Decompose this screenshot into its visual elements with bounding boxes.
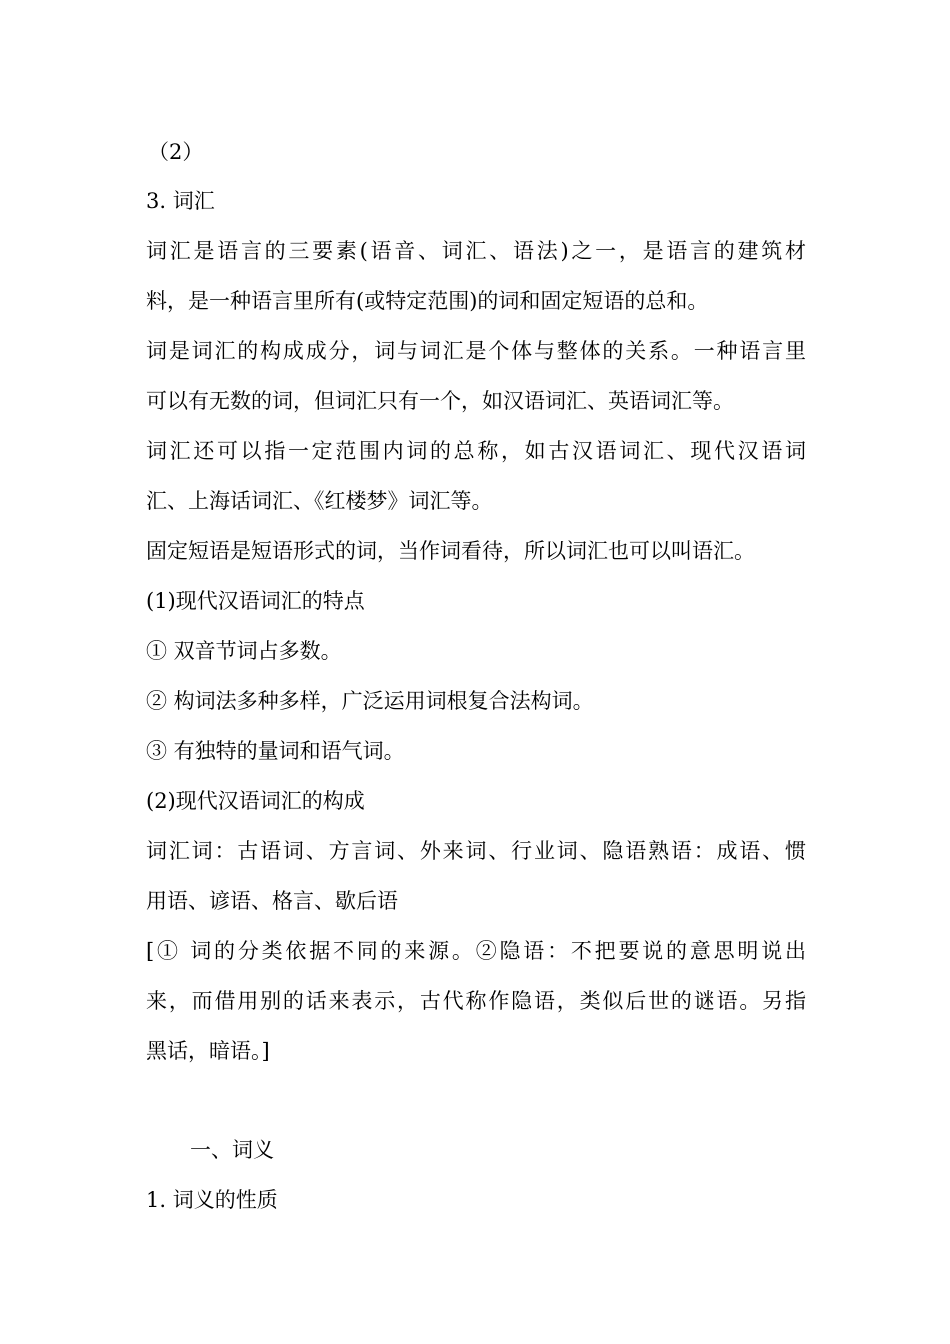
section-heading-vocabulary: 3. 词汇 <box>146 189 215 213</box>
note-line: [① 词的分类依据不同的来源。②隐语：不把要说的意思明说出 <box>146 939 806 963</box>
section-heading-word-meaning: 一、词义 <box>190 1138 274 1162</box>
note-line: 黑话，暗语。] <box>146 1039 270 1063</box>
paragraph-line: 可以有无数的词，但词汇只有一个，如汉语词汇、英语词汇等。 <box>146 389 734 413</box>
note-line: 来，而借用别的话来表示，古代称作隐语，类似后世的谜语。另指 <box>146 989 806 1013</box>
line-item-number: （2） <box>148 140 204 164</box>
paragraph-line: 词汇词：古语词、方言词、外来词、行业词、隐语熟语：成语、惯 <box>146 839 806 863</box>
subheading-composition: (2)现代汉语词汇的构成 <box>146 789 365 813</box>
paragraph-line: 汇、上海话词汇、《红楼梦》词汇等。 <box>146 489 493 513</box>
list-item: ② 构词法多种多样，广泛运用词根复合法构词。 <box>146 689 594 713</box>
list-item: ① 双音节词占多数。 <box>146 639 342 663</box>
list-item: ③ 有独特的量词和语气词。 <box>146 739 405 763</box>
paragraph-line: 词汇是语言的三要素(语音、词汇、语法)之一，是语言的建筑材 <box>146 239 806 263</box>
subheading-nature: 1. 词义的性质 <box>146 1188 278 1212</box>
paragraph-line: 料，是一种语言里所有(或特定范围)的词和固定短语的总和。 <box>146 289 709 313</box>
subheading-features: (1)现代汉语词汇的特点 <box>146 589 365 613</box>
paragraph-line: 用语、谚语、格言、歇后语 <box>146 889 398 913</box>
paragraph-line: 固定短语是短语形式的词，当作词看待，所以词汇也可以叫语汇。 <box>146 539 755 563</box>
paragraph-line: 词是词汇的构成成分，词与词汇是个体与整体的关系。一种语言里 <box>146 339 806 363</box>
paragraph-line: 词汇还可以指一定范围内词的总称，如古汉语词汇、现代汉语词 <box>146 439 806 463</box>
